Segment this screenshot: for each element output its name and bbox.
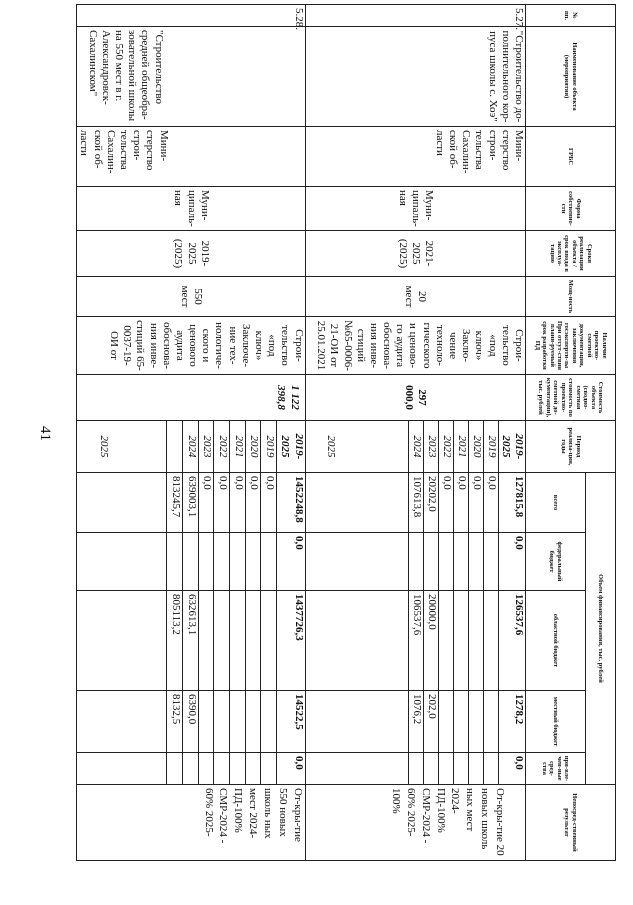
col-federal-header: федеральный бюджет bbox=[526, 533, 586, 591]
local-cell: 1278,2 bbox=[498, 691, 525, 753]
row-num: 5.27. bbox=[305, 5, 525, 27]
other-cell: 0,0 bbox=[498, 753, 525, 785]
col-ownership-header: Форма собственно-сти bbox=[526, 187, 616, 231]
period-cell: 2019-2025 bbox=[498, 421, 525, 473]
total-cell: 0,0 bbox=[453, 473, 468, 533]
local-cell: 1076,2 bbox=[408, 691, 423, 753]
regional-cell: 106537,6 bbox=[408, 591, 423, 691]
header-row bbox=[586, 5, 616, 861]
local-cell: 6390,0 bbox=[182, 691, 198, 753]
local-cell: 8132,5 bbox=[167, 691, 183, 753]
total-cell: 639003,1 bbox=[182, 473, 198, 533]
regional-cell: 805113,2 bbox=[167, 591, 183, 691]
period-cell: 2020 bbox=[245, 421, 261, 473]
col-cost-header: Стоимость объекта (сводно-сметная стоимость по проектно-сметной до-кументации), тыс. рублей bbox=[526, 375, 616, 421]
period-cell bbox=[167, 421, 183, 473]
total-cell: 813245,7 bbox=[167, 473, 183, 533]
period-cell: 2020 bbox=[468, 421, 483, 473]
col-local-header: местный бюджет bbox=[526, 691, 586, 753]
period-cell: 2021 bbox=[230, 421, 246, 473]
period-cell: 2019-2025 bbox=[277, 421, 306, 473]
result-cell: От-кры-тие 550 новых школь ных мест 2024-ПД-100% СМР-2024 - 60% 2025- bbox=[77, 785, 305, 861]
period-input-cell: 2019-2025 (2025) bbox=[77, 231, 305, 277]
col-other-header: при-вле-чен-ные сред-ства bbox=[526, 753, 586, 785]
col-regional-header: областной бюджет bbox=[526, 591, 586, 691]
col-docs-header: Наличие проектно-сметной документации, заключения госэксперти-зы При отсут-ствии плани-руемый срок разработки ПД bbox=[526, 317, 616, 375]
period-cell: 2019 bbox=[483, 421, 498, 473]
regional-cell: 20000,0 bbox=[423, 591, 438, 691]
rotated-table-container bbox=[78, 4, 616, 860]
grbs-cell: Мини-стерство строи-тельства Сахалин-ской об-ласти bbox=[305, 127, 525, 187]
total-cell: 127815,8 bbox=[498, 473, 525, 533]
total-cell: 0,0 bbox=[245, 473, 261, 533]
period-input-cell: 2021-2025 (2025) bbox=[305, 231, 525, 277]
period-cell: 2024 bbox=[408, 421, 423, 473]
table-row bbox=[277, 5, 306, 861]
period-cell: 2025 bbox=[305, 421, 408, 473]
table-row bbox=[498, 5, 525, 861]
col-capacity-header: Мощ-ность bbox=[526, 277, 616, 317]
grbs-cell: Мини-стерство строи-тельства Сахалин-ской об-ласти bbox=[77, 127, 305, 187]
col-num-header: № пп. bbox=[526, 5, 616, 27]
result-cell: От-кры-тие 20 новых школь ных мест 2024-ПД-100% СМР-2024 - 60% 2025-100% bbox=[305, 785, 525, 861]
period-cell: 2022 bbox=[438, 421, 453, 473]
col-funding-header: Объем финансирования, тыс. рублей bbox=[586, 473, 616, 785]
federal-cell: 0,0 bbox=[498, 533, 525, 591]
period-cell: 2023 bbox=[423, 421, 438, 473]
total-cell: 0,0 bbox=[261, 473, 277, 533]
period-cell: 2024 bbox=[182, 421, 198, 473]
ownership-cell: Муни-ципаль-ная bbox=[305, 187, 525, 231]
docs-cell: Строи-тельство «под ключ» Заклю-чение техноло-гического и ценово-го аудита обоснова-ния инве-стиций №65-0006-21-ОИ от 25.01.2021 bbox=[305, 317, 525, 375]
local-cell: 14522,5 bbox=[277, 691, 306, 753]
col-period-input-header: Сроки реализации объекта / срок ввода в эксплуа-тацию bbox=[526, 231, 616, 277]
period-cell: 2021 bbox=[453, 421, 468, 473]
col-total-header: всего bbox=[526, 473, 586, 533]
period-cell: 2023 bbox=[198, 421, 214, 473]
total-cell: 107613,8 bbox=[408, 473, 423, 533]
program-table bbox=[76, 4, 616, 861]
total-cell: 0,0 bbox=[230, 473, 246, 533]
total-cell: 0,0 bbox=[214, 473, 230, 533]
object-name: "Строительство средней общеобра-зовательной школы на 550 мест в г. Александровск-Сахалинском" bbox=[77, 27, 305, 127]
ownership-cell: Муни-ципаль-ная bbox=[77, 187, 305, 231]
col-result-header: Непосред-ственный результат bbox=[526, 785, 616, 861]
col-period-header: Период реализа-ции, годы bbox=[526, 421, 616, 473]
capacity-cell: 20 мест bbox=[305, 277, 525, 317]
total-cell: 0,0 bbox=[468, 473, 483, 533]
period-cell: 2022 bbox=[214, 421, 230, 473]
regional-cell: 1437726,3 bbox=[277, 591, 306, 691]
period-cell: 2019 bbox=[261, 421, 277, 473]
federal-cell: 0,0 bbox=[277, 533, 306, 591]
object-name: "Строительство до-полнительного кор-пуса школы с. Хоэ" bbox=[305, 27, 525, 127]
capacity-cell: 550 мест bbox=[77, 277, 305, 317]
page-number: 41 bbox=[37, 426, 53, 441]
total-cell: 1452248,8 bbox=[277, 473, 306, 533]
col-name-header: Наименование объекта (мероприятия) bbox=[526, 27, 616, 127]
regional-cell: 126537,6 bbox=[498, 591, 525, 691]
col-grbs-header: ГРБС bbox=[526, 127, 616, 187]
cost-cell: 1 122 398,8 bbox=[77, 375, 305, 421]
local-cell: 202,0 bbox=[423, 691, 438, 753]
row-num: 5.28. bbox=[77, 5, 305, 27]
regional-cell: 632613,1 bbox=[182, 591, 198, 691]
total-cell: 20202,0 bbox=[423, 473, 438, 533]
period-cell: 2025 bbox=[77, 421, 167, 473]
total-cell: 0,0 bbox=[483, 473, 498, 533]
docs-cell: Строи-тельство «под ключ» Заключе-ние тех-нологиче-ского и ценового аудита обоснова-ния инве-стиций 65-0037-19-ОИ от bbox=[77, 317, 305, 375]
cost-cell: 297 000,0 bbox=[305, 375, 525, 421]
total-cell: 0,0 bbox=[438, 473, 453, 533]
other-cell: 0,0 bbox=[277, 753, 306, 785]
total-cell: 0,0 bbox=[198, 473, 214, 533]
